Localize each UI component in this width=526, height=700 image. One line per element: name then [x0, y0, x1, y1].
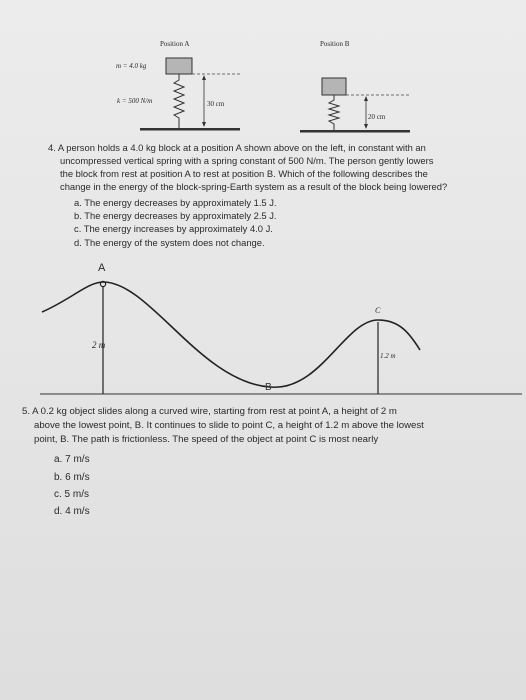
question-5-line: point, B. The path is frictionless. The speed of the object at point C is most nearly — [34, 434, 379, 445]
height-a-label: 30 cm — [207, 100, 225, 108]
question-5-option-d[interactable]: d. 4 m/s — [54, 506, 90, 517]
question-4-option-d[interactable]: d. The energy of the system does not change. — [74, 237, 265, 248]
question-5-line: above the lowest point, B. It continues to slide to point C, a height of 1.2 m above the lowest — [34, 420, 424, 431]
question-5-option-a[interactable]: a. 7 m/s — [54, 454, 90, 465]
point-b-label: B — [265, 382, 272, 393]
question-4-option-a[interactable]: a. The energy decreases by approximately 1.5 J. — [74, 197, 277, 208]
block-a — [166, 58, 192, 74]
question-5-option-b[interactable]: b. 6 m/s — [54, 472, 90, 483]
ground-a — [140, 128, 240, 131]
point-a-label: A — [98, 262, 106, 274]
height-a-label: 2 m — [92, 340, 106, 350]
position-b-label: Position B — [320, 40, 350, 48]
question-5-option-c[interactable]: c. 5 m/s — [54, 489, 90, 500]
height-c-label: 1.2 m — [380, 352, 396, 360]
question-4-line: the block from rest at position A to rest at position B. Which of the following describes the — [60, 168, 428, 179]
spring-constant-label: k = 500 N/m — [117, 97, 153, 105]
point-c-label: C — [375, 306, 381, 315]
question-4-option-b[interactable]: b. The energy decreases by approximately 2.5 J. — [74, 210, 277, 221]
question-4-option-c[interactable]: c. The energy increases by approximately 4.0 J. — [74, 223, 273, 234]
question-5-line: 5. A 0.2 kg object slides along a curved wire, starting from rest at point A, a height of 2 m — [22, 406, 397, 417]
question-4-line: uncompressed vertical spring with a spring constant of 500 N/m. The person gently lowers — [60, 155, 434, 166]
height-b-label: 20 cm — [368, 113, 386, 121]
spring-a — [174, 74, 184, 128]
question-4-line: 4. A person holds a 4.0 kg block at a position A shown above on the left, in constant with an — [48, 142, 426, 153]
curved-wire — [42, 282, 420, 387]
question-4-line: change in the energy of the block-spring-Earth system as a result of the block being lowered? — [60, 181, 448, 192]
spring-b — [329, 95, 339, 130]
mass-label: m = 4.0 kg — [116, 62, 147, 70]
ground-b — [300, 130, 410, 133]
position-a-label: Position A — [160, 40, 190, 48]
block-b — [322, 78, 346, 95]
